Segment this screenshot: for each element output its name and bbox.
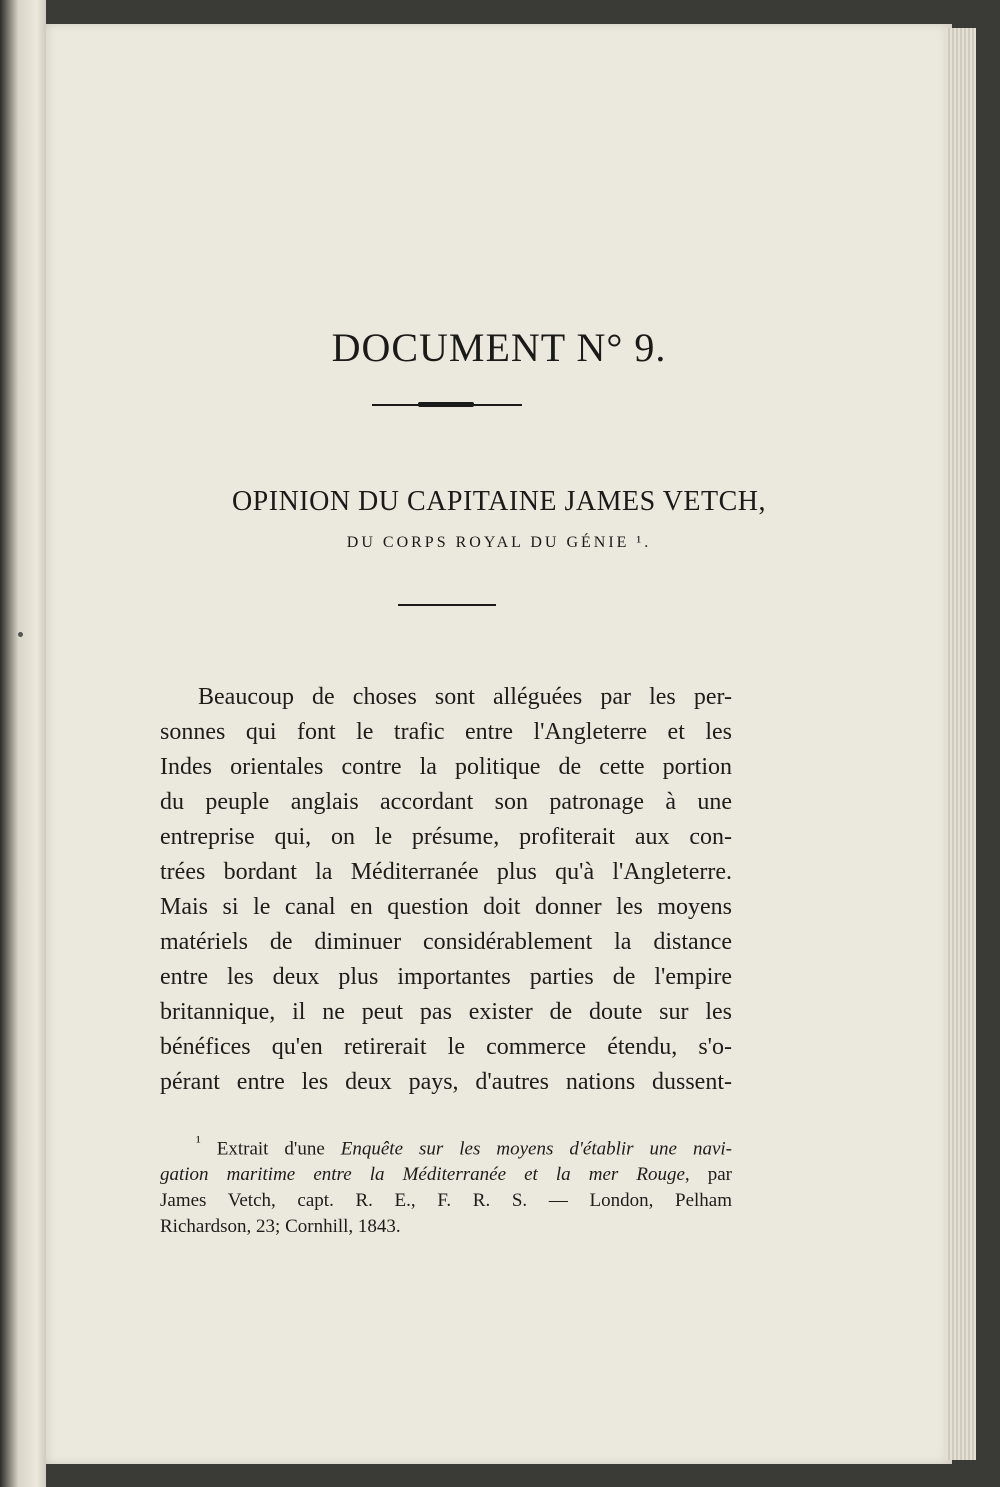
body-line: trées bordant la Méditerranée plus qu'à l'Angleterre. [160,859,732,885]
body-line: Mais si le canal en question doit donner les moyens [160,894,732,920]
section-heading: OPINION DU CAPITAINE JAMES VETCH, [231,486,767,517]
body-line: britannique, il ne peut pas exister de doute sur les [160,999,732,1025]
body-line: matériels de diminuer considérablement la distance [160,929,732,955]
body-line: entre les deux plus importantes parties de l'empire [160,964,732,990]
footnote-line [160,1130,732,1162]
footnote-title: gation maritime entre la Méditerranée et la mer Rouge [160,1164,685,1186]
body-text [160,680,732,1100]
book-page [46,24,952,1464]
body-line: Indes orientales contre la politique de cette portion [160,754,732,780]
footnote-marker: ¹ [196,1134,201,1151]
adjacent-page-edge [0,0,46,1487]
body-line: sonnes qui font le trafic entre l'Angleterre et les [160,719,732,745]
paper-spot [18,632,23,637]
body-line: Beaucoup de choses sont alléguées par les per- [198,684,732,710]
footnote-text: , par [684,1164,732,1186]
footnote-line: James Vetch, capt. R. E., F. R. S. — London, Pelham [160,1190,732,1212]
document-title: DOCUMENT N° 9. [331,325,667,370]
footnote [160,1130,732,1240]
body-line: du peuple anglais accordant son patronage à une [160,789,732,815]
footnote-text: Extrait d'une [216,1138,341,1160]
page-stack-edge [946,28,976,1460]
footnote-line [160,1162,732,1188]
footnote-line: Richardson, 23; Cornhill, 1843. [160,1216,401,1238]
body-line: entreprise qui, on le présume, profiterait aux con- [160,824,732,850]
footnote-title: Enquête sur les moyens d'établir une navi- [340,1138,732,1160]
body-line: bénéfices qu'en retirerait le commerce étendu, s'o- [160,1034,732,1060]
ornamental-rule-center [418,402,474,407]
body-line: pérant entre les deux pays, d'autres nations dussent- [160,1069,732,1095]
section-subheading: DU CORPS ROYAL DU GÉNIE ¹. [346,534,652,551]
separator-rule [398,604,496,606]
